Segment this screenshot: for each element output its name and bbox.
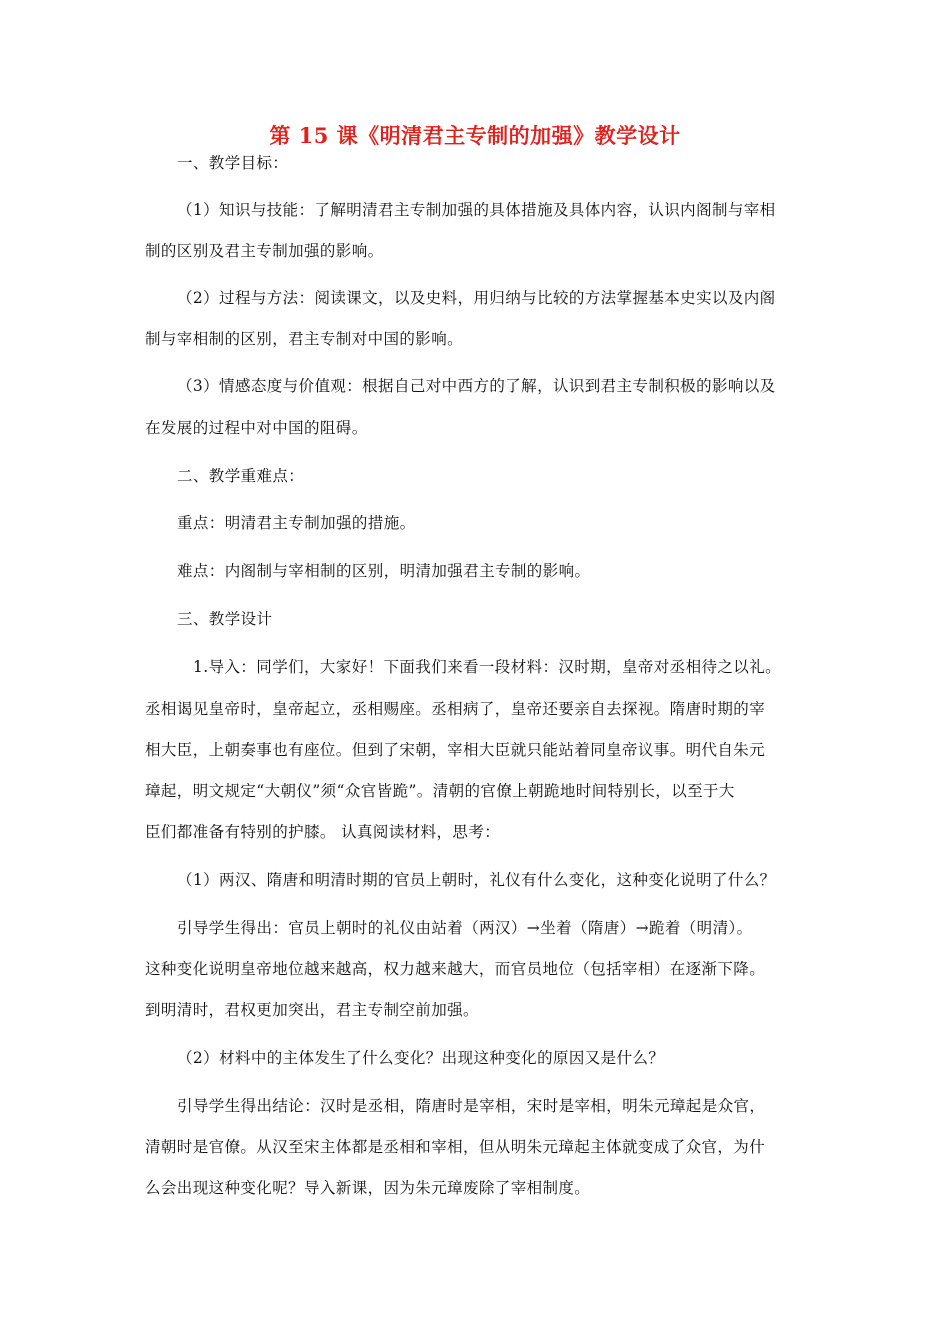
paragraph-line: 在发展的过程中对中国的阻碍。 bbox=[145, 419, 368, 437]
document-title: 第 15 课《明清君主专制的加强》教学设计 bbox=[269, 123, 681, 148]
section-heading-key-points: 二、教学重难点： bbox=[177, 467, 305, 485]
question-line: （1）两汉、隋唐和明清时期的官员上朝时，礼仪有什么变化，这种变化说明了什么？ bbox=[177, 871, 776, 889]
paragraph-line: 重点：明清君主专制加强的措施。 bbox=[177, 514, 416, 532]
question-line: （2）材料中的主体发生了什么变化？出现这种变化的原因又是什么？ bbox=[177, 1049, 665, 1067]
paragraph-line: 清朝时是官僚。从汉至宋主体都是丞相和宰相，但从明朱元璋起主体就变成了众官，为什 bbox=[145, 1138, 766, 1156]
paragraph-line: 制的区别及君主专制加强的影响。 bbox=[145, 242, 384, 260]
paragraph-line: 丞相谒见皇帝时，皇帝起立，丞相赐座。丞相病了，皇帝还要亲自去探视。隋唐时期的宰 bbox=[145, 700, 766, 718]
paragraph-line: 么会出现这种变化呢？导入新课，因为朱元璋废除了宰相制度。 bbox=[145, 1179, 591, 1197]
paragraph-line: （3）情感态度与价值观：根据自己对中西方的了解，认识到君主专制积极的影响以及 bbox=[177, 377, 776, 395]
paragraph-line: 1.导入：同学们，大家好！下面我们来看一段材料：汉时期，皇帝对丞相待之以礼。 bbox=[193, 658, 781, 676]
section-heading-objectives: 一、教学目标： bbox=[177, 154, 289, 172]
paragraph-line: 难点：内阁制与宰相制的区别，明清加强君主专制的影响。 bbox=[177, 562, 591, 580]
paragraph-line: 引导学生得出结论：汉时是丞相，隋唐时是宰相，宋时是宰相，明朱元璋起是众官， bbox=[177, 1097, 766, 1115]
section-heading-design: 三、教学设计 bbox=[177, 610, 273, 628]
paragraph-line: 相大臣，上朝奏事也有座位。但到了宋朝，宰相大臣就只能站着同皇帝议事。明代自朱元 bbox=[145, 741, 766, 759]
paragraph-line: 臣们都准备有特别的护膝。 认真阅读材料，思考： bbox=[145, 823, 501, 841]
paragraph-line: 引导学生得出：官员上朝时的礼仪由站着（两汉）→坐着（隋唐）→跪着（明清）。 bbox=[177, 919, 753, 937]
paragraph-line: （2）过程与方法：阅读课文，以及史料，用归纳与比较的方法掌握基本史实以及内阁 bbox=[177, 289, 776, 307]
paragraph-line: （1）知识与技能：了解明清君主专制加强的具体措施及具体内容，认识内阁制与宰相 bbox=[177, 201, 776, 219]
paragraph-line: 到明清时，君权更加突出，君主专制空前加强。 bbox=[145, 1001, 479, 1019]
paragraph-line: 制与宰相制的区别，君主专制对中国的影响。 bbox=[145, 330, 464, 348]
paragraph-line: 璋起，明文规定“大朝仪”须“众官皆跪”。清朝的官僚上朝跪地时间特别长，以至于大 bbox=[145, 782, 735, 800]
paragraph-line: 这种变化说明皇帝地位越来越高，权力越来越大，而官员地位（包括宰相）在逐渐下降。 bbox=[145, 960, 766, 978]
